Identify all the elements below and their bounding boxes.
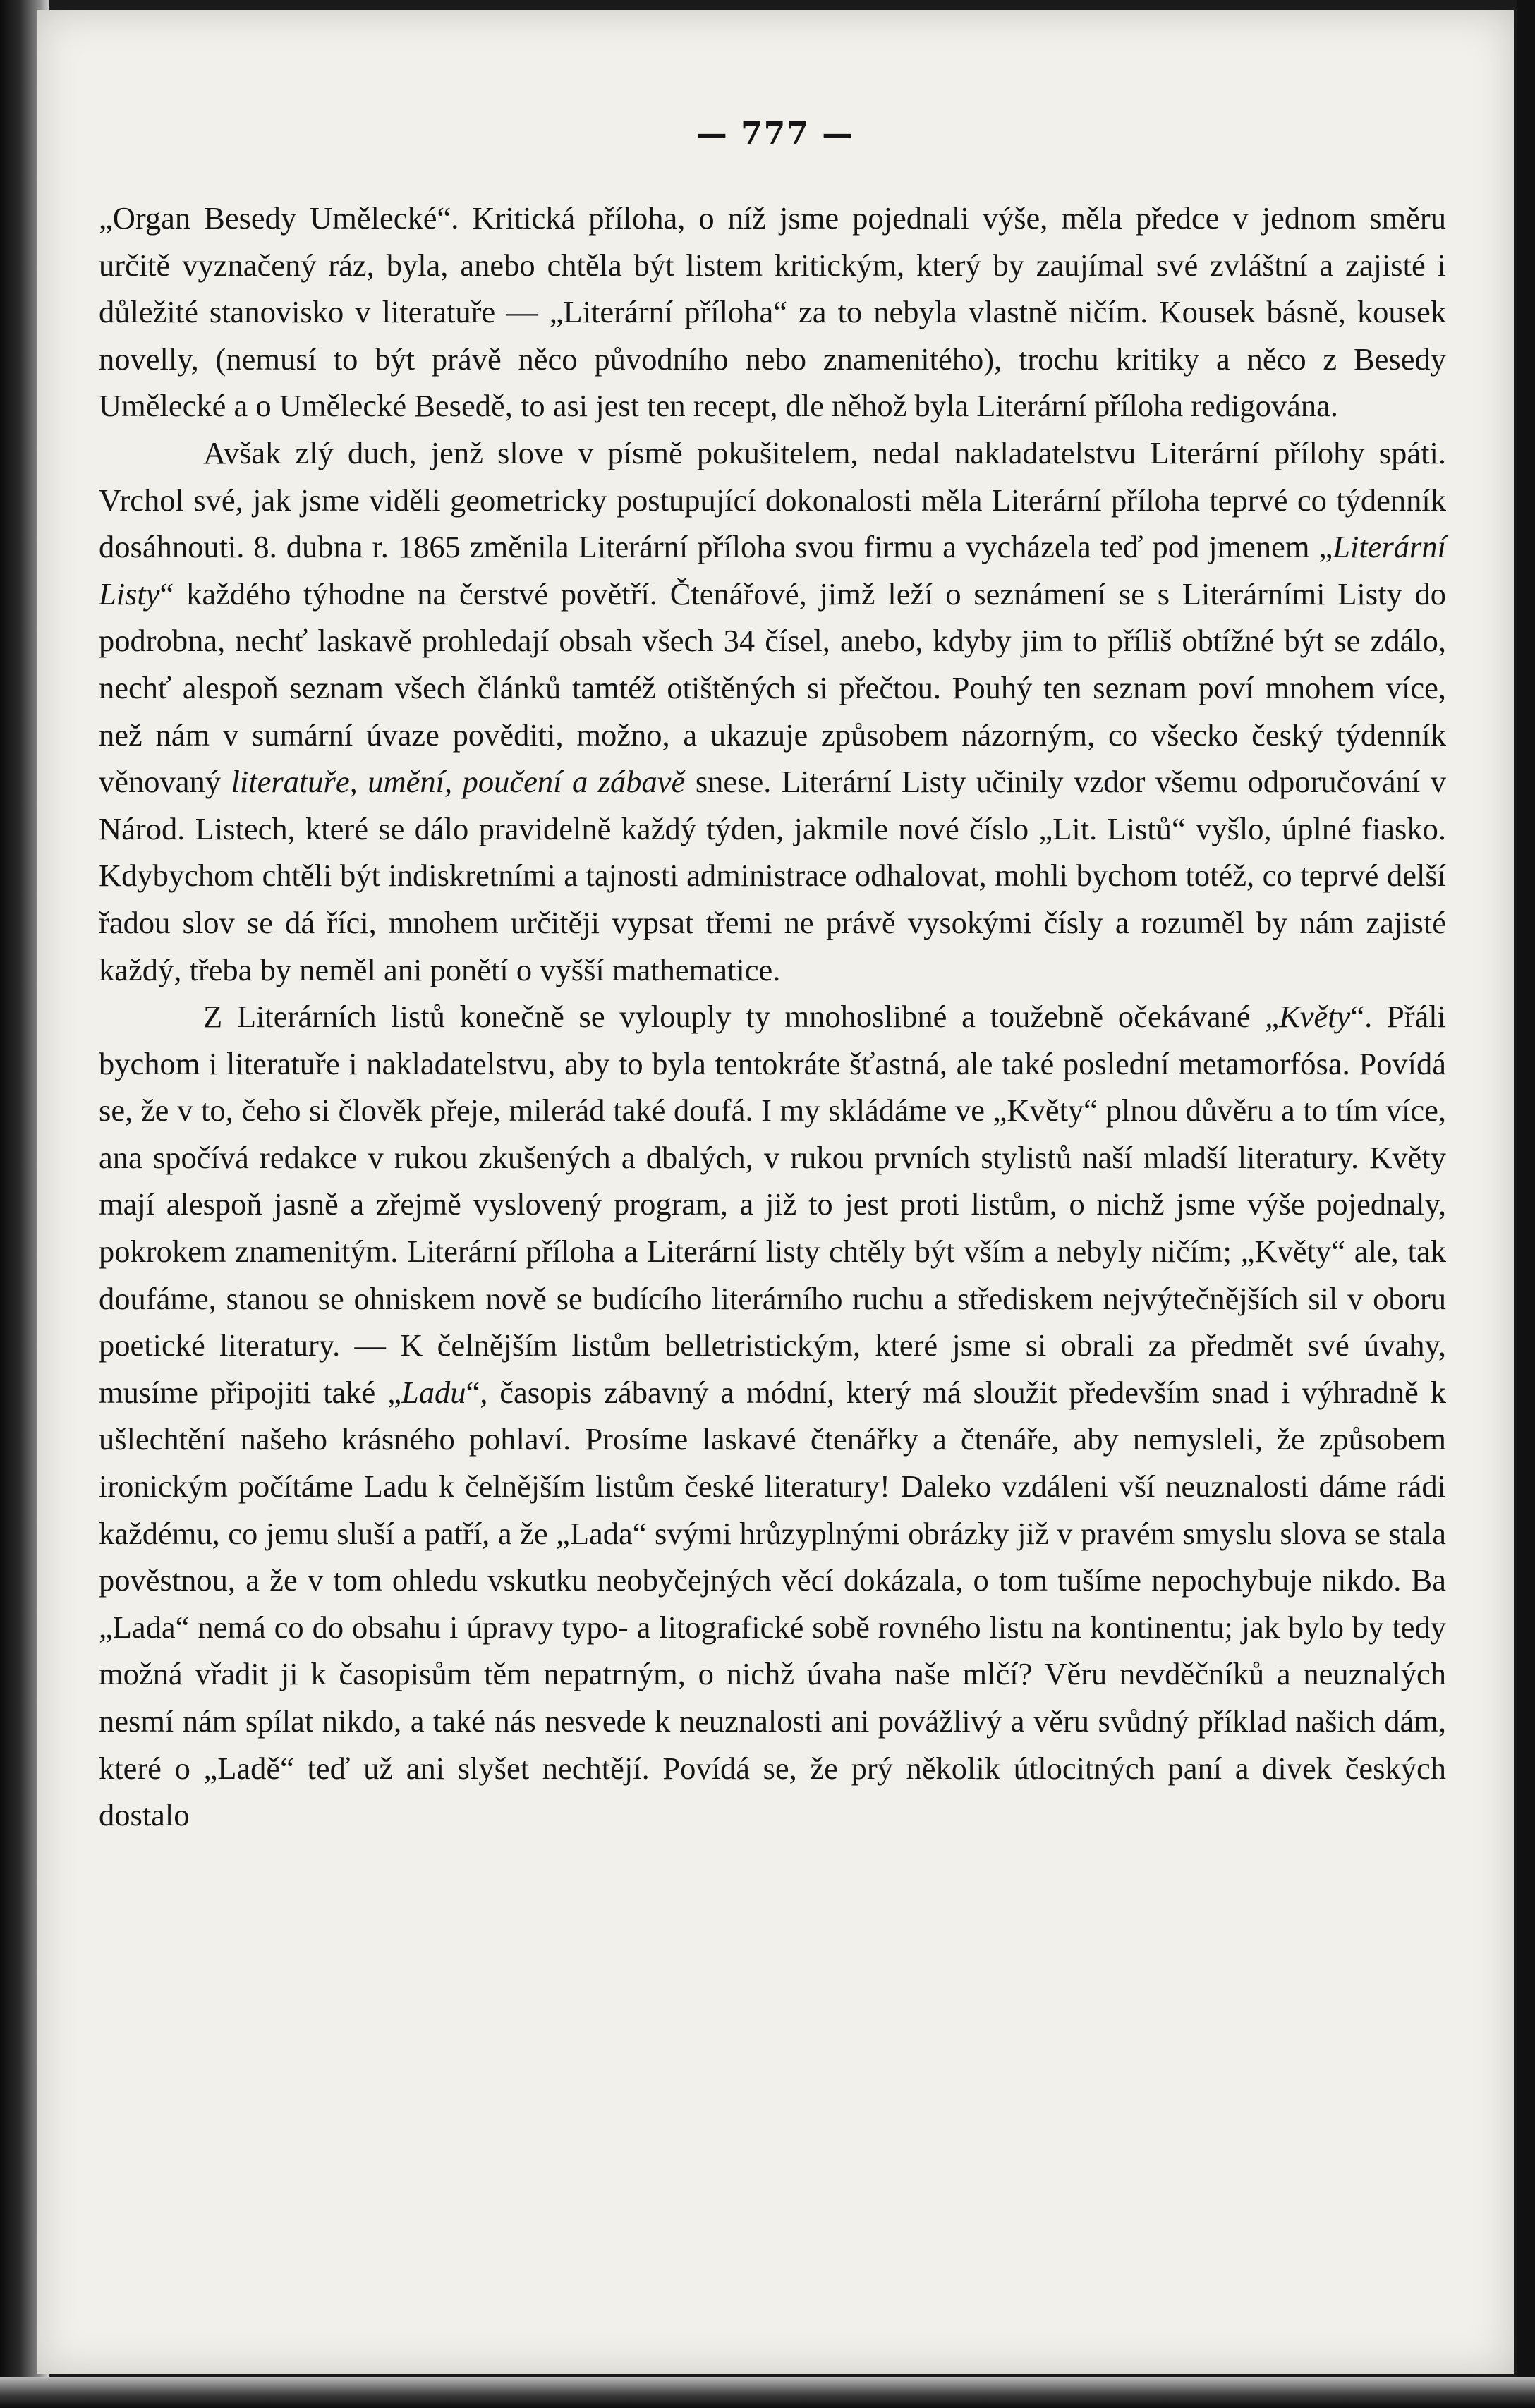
italic-title-ladu: Ladu xyxy=(401,1374,466,1410)
text-segment: “. Přáli bychom i literatuře i nakladatelstvu, aby to byla tentokráte šťastná, ale také poslední metamorfósa. Povídá se, že v to, čeho si člověk přeje, milerád také doufá. I my skládáme ve „Květy“ plnou důvěru a to tím více, ana spočívá redakce v rukou zkušených a dbalých, v rukou prvních stylistů naší mladší literatury. Květy mají alespoň jasně a zřejmě vyslovený program, a již to jest proti listům, o nichž jsme výše pojednaly, pokrokem znamenitým. Literární příloha a Literární listy chtěly být vším a nebyly ničím; „Květy“ ale, tak doufáme, stanou se ohniskem nově se budícího literárního ruchu a střediskem nejvýtečnějších sil v oboru poetické literatury. — K čelnějším listům belletristickým, které jsme si obrali za předmět své úvahy, musíme připojiti také „ xyxy=(99,999,1446,1410)
text-segment: Avšak zlý duch, jenž slove v písmě pokušitelem, nedal nakladatelstvu Literární přílohy spáti. Vrchol své, jak jsme viděli geometricky postupující dokonalosti měla Literární příloha teprvé co týdenník dosáhnouti. 8. dubna r. 1865 změnila Literární příloha svou firmu a vycházela teď pod jmenem „ xyxy=(99,434,1446,565)
paragraph-3 xyxy=(99,993,1446,1839)
paragraph-2 xyxy=(99,430,1446,993)
scan-bottom-edge xyxy=(0,2377,1535,2408)
text-segment: Z Literárních listů konečně se vylouply ty mnohoslibné a toužebně očekávané „ xyxy=(203,999,1280,1035)
italic-title-kvety: Květy xyxy=(1279,999,1351,1035)
scan-right-edge xyxy=(1517,0,1535,2408)
text-segment: “, časopis zábavný a módní, který má sloužit především snad i výhradně k ušlechtění našeho krásného pohlaví. Prosíme laskavé čtenářky a čtenáře, aby nemysleli, že způsobem ironickým počítáme Ladu k čelnějším listům české literatury! Daleko vzdáleni vší neuznalosti dáme rádi každému, co jemu sluší a patří, a že „Lada“ svými hrůzyplnými obrázky již v pravém smyslu slova se stala pověstnou, a že v tom ohledu vskutku neobyčejných věcí dokázala, o tom tušíme nepochybuje nikdo. Ba „Lada“ nemá co do obsahu i úpravy typo- a litografické sobě rovného listu na kontinentu; jak bylo by tedy možná vřadit ji k časopisům těm nepatrným, o nichž úvaha naše mlčí? Věru nevděčníků a neuznalých nesmí nám spílat nikdo, a také nás nesvede k neuznalosti ani povážlivý a věru svůdný příklad našich dám, které o „Ladě“ teď už ani slyšet nechtějí. Povídá se, že prý několik útlocitných paní a divek českých dostalo xyxy=(99,1374,1446,1833)
text-segment: snese. Literární Listy učinily vzdor všemu odporučování v Národ. Listech, které se dálo pravidelně každý týden, jakmile nové číslo „Lit. Listů“ vyšlo, úplné fiasko. Kdybychom chtěli být indiskretními a tajnosti administrace odhalovat, mohli bychom totéž, co teprvé delší řadou slov se dá říci, mnohem určitěji vypsat třemi ne právě vysokými čísly a rozuměl by nám zajisté každý, třeba by neměl ani ponětí o vyšší mathematice. xyxy=(99,764,1447,987)
page-number: — 777 — xyxy=(696,116,855,152)
text-segment: „Organ Besedy Umělecké“. Kritická příloha, o níž jsme pojednali výše, měla předce v jednom směru určitě vyznačený ráz, byla, anebo chtěla být listem kritickým, který by zaujímal své zvláštní a zajisté i důležité stanovisko v literatuře — „Literární příloha“ za to nebyla vlastně ničím. Kousek básně, kousek novelly, (nemusí to být právě něco původního nebo znamenitého), trochu kritiky a něco z Besedy Umělecké a o Umělecké Besedě, to asi jest ten recept, dle něhož byla Literární příloha redigována. xyxy=(99,200,1446,424)
text-segment: “ každého týhodne na čerstvé povětří. Čtenářové, jimž leží o seznámení se s Literárními Listy do podrobna, nechť laskavě prohledají obsah všech 34 čísel, anebo, kdyby jim to příliš obtížné být se zdálo, nechť alespoň seznam všech článků tamtéž otištěných si přečtou. Pouhý ten seznam poví mnohem více, než nám v sumární úvaze pověditi, možno, a ukazuje způsobem názorným, co všecko český týdenník věnovaný xyxy=(99,576,1446,800)
italic-subtitle: literatuře, umění, poučení a zábavě xyxy=(231,764,686,800)
paragraph-1 xyxy=(99,195,1446,430)
book-page xyxy=(37,10,1514,2374)
italic-title-literarni-listy: Literární Listy xyxy=(99,529,1446,612)
body-text xyxy=(99,195,1446,1839)
